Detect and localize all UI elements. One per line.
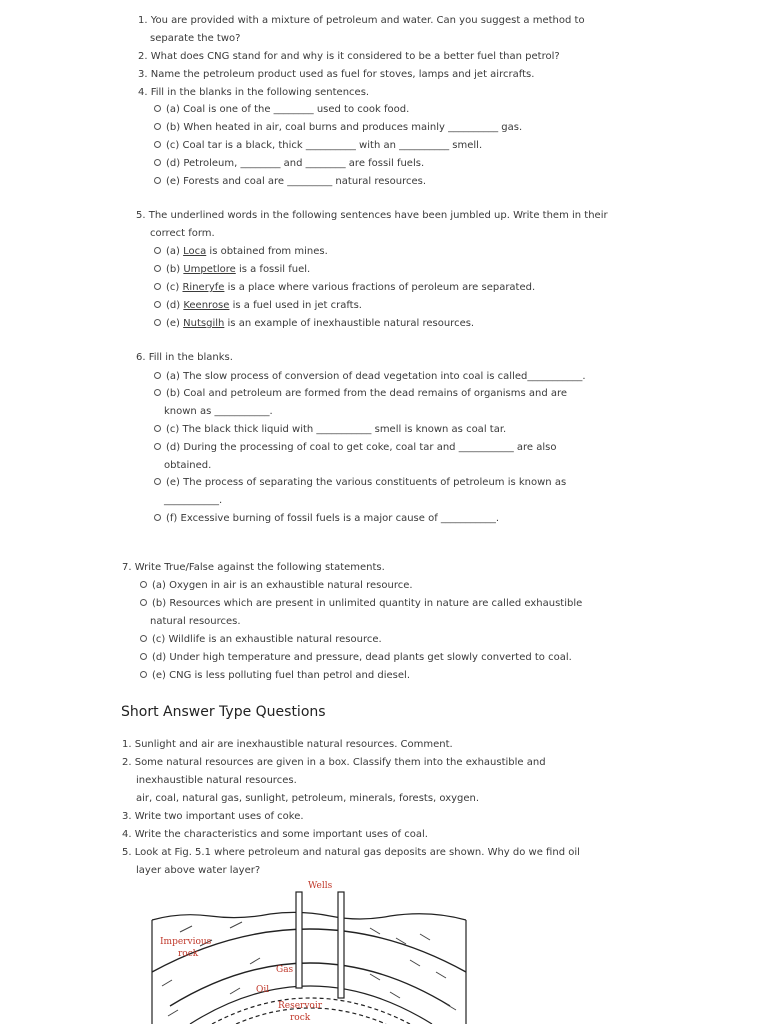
jumbled-word: Rineryfe	[182, 282, 225, 293]
bullet-icon	[154, 123, 161, 130]
label-impervious-rock: rock	[178, 949, 199, 959]
q7-item-b-cont: natural resources.	[150, 616, 241, 627]
bullet-icon	[154, 389, 161, 396]
q4-stem: 4. Fill in the blanks in the following sentences.	[138, 87, 370, 98]
bullet-icon	[154, 105, 161, 112]
sa-q2-box-list: air, coal, natural gas, sunlight, petroleum, minerals, forests, oxygen.	[136, 793, 480, 804]
well-left	[296, 892, 302, 988]
sa-q3: 3. Write two important uses of coke.	[122, 811, 304, 822]
bullet-icon	[154, 283, 161, 290]
jumbled-word: Loca	[183, 246, 207, 257]
well-right	[338, 892, 344, 998]
q7-item-c: (c) Wildlife is an exhaustible natural resource.	[140, 631, 382, 649]
q6-item-b-cont: known as ___________.	[164, 406, 273, 417]
stratum-arch-2	[170, 963, 450, 1006]
label-wells: Wells	[308, 881, 333, 891]
q6-item-c: (c) The black thick liquid with ___________ smell is known as coal tar.	[154, 421, 506, 439]
q4-item-d: (d) Petroleum, ________ and ________ are fossil fuels.	[154, 155, 424, 173]
sa-q4: 4. Write the characteristics and some important uses of coal.	[122, 829, 428, 840]
jumbled-word: Keenrose	[183, 300, 230, 311]
bullet-icon	[154, 372, 161, 379]
q7-stem: 7. Write True/False against the following statements.	[122, 562, 385, 573]
bullet-icon	[154, 319, 161, 326]
petroleum-deposit-figure	[140, 876, 480, 1024]
bullet-icon	[140, 635, 147, 642]
q3-text: 3. Name the petroleum product used as fuel for stoves, lamps and jet aircrafts.	[138, 69, 535, 80]
bullet-icon	[154, 443, 161, 450]
q7-item-d: (d) Under high temperature and pressure, dead plants get slowly converted to coal.	[140, 649, 572, 667]
bullet-icon	[154, 478, 161, 485]
label-oil: Oil	[256, 985, 270, 995]
bullet-icon	[154, 301, 161, 308]
q6-item-a: (a) The slow process of conversion of dead vegetation into coal is called___________.	[154, 368, 586, 386]
label-reservoir: Reservoir	[278, 1001, 323, 1011]
sa-q2-line2: inexhaustible natural resources.	[136, 775, 297, 786]
q6-item-f: (f) Excessive burning of fossil fuels is a major cause of ___________.	[154, 510, 499, 528]
bullet-icon	[140, 653, 147, 660]
bullet-icon	[154, 159, 161, 166]
q6-stem: 6. Fill in the blanks.	[136, 352, 233, 363]
q5-item-b: (b) Umpetlore is a fossil fuel.	[154, 261, 310, 279]
bullet-icon	[154, 247, 161, 254]
bullet-icon	[154, 514, 161, 521]
q7-item-e: (e) CNG is less polluting fuel than petrol and diesel.	[140, 667, 410, 685]
q1-line2: separate the two?	[150, 33, 241, 44]
q5-item-a: (a) Loca is obtained from mines.	[154, 243, 328, 261]
label-impervious: Impervious	[160, 937, 212, 947]
sa-q2-line1: 2. Some natural resources are given in a box. Classify them into the exhaustible and	[122, 757, 546, 768]
jumbled-word: Umpetlore	[183, 264, 236, 275]
q5-line1: 5. The underlined words in the following sentences have been jumbled up. Write them in their	[136, 210, 608, 221]
q6-item-b: (b) Coal and petroleum are formed from the dead remains of organisms and are	[154, 385, 567, 403]
q5-item-d: (d) Keenrose is a fuel used in jet crafts.	[154, 297, 362, 315]
q5-line2: correct form.	[150, 228, 215, 239]
q5-item-e: (e) Nutsgilh is an example of inexhaustible natural resources.	[154, 315, 474, 333]
q6-item-e: (e) The process of separating the various constituents of petroleum is known as	[154, 474, 566, 492]
q6-item-d-cont: obtained.	[164, 460, 212, 471]
bullet-icon	[154, 177, 161, 184]
jumbled-word: Nutsgilh	[183, 318, 225, 329]
q5-item-c: (c) Rineryfe is a place where various fractions of peroleum are separated.	[154, 279, 535, 297]
sa-q5-line1: 5. Look at Fig. 5.1 where petroleum and natural gas deposits are shown. Why do we find oil	[122, 847, 580, 858]
q6-item-d: (d) During the processing of coal to get coke, coal tar and ___________ are also	[154, 439, 556, 457]
q7-item-a: (a) Oxygen in air is an exhaustible natural resource.	[140, 577, 413, 595]
label-gas: Gas	[276, 965, 294, 975]
q4-item-c: (c) Coal tar is a black, thick __________ with an __________ smell.	[154, 137, 482, 155]
bullet-icon	[140, 599, 147, 606]
sa-q5-line2: layer above water layer?	[136, 865, 261, 876]
sa-q1: 1. Sunlight and air are inexhaustible natural resources. Comment.	[122, 739, 453, 750]
label-reservoir-rock: rock	[290, 1013, 311, 1023]
bullet-icon	[154, 265, 161, 272]
q6-item-e-cont: ___________.	[164, 495, 223, 506]
bullet-icon	[140, 581, 147, 588]
q4-item-b: (b) When heated in air, coal burns and produces mainly __________ gas.	[154, 119, 522, 137]
section-heading: Short Answer Type Questions	[121, 704, 326, 720]
q1-line1: 1. You are provided with a mixture of petroleum and water. Can you suggest a method to	[138, 15, 585, 26]
bullet-icon	[154, 141, 161, 148]
q4-item-e: (e) Forests and coal are _________ natural resources.	[154, 173, 426, 191]
bullet-icon	[140, 671, 147, 678]
q7-item-b: (b) Resources which are present in unlimited quantity in nature are called exhaustible	[140, 595, 582, 613]
ground-surface	[152, 912, 466, 920]
q4-item-a: (a) Coal is one of the ________ used to cook food.	[154, 101, 409, 119]
q2-text: 2. What does CNG stand for and why is it considered to be a better fuel than petrol?	[138, 51, 560, 62]
bullet-icon	[154, 425, 161, 432]
